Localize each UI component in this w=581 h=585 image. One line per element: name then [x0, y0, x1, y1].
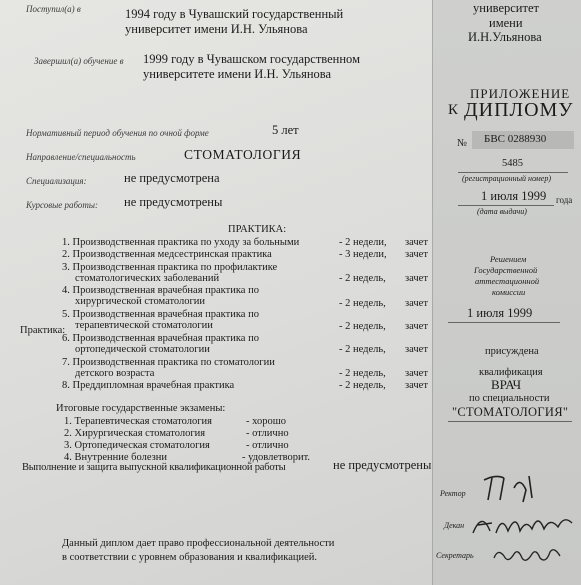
- coursework-value: не предусмотрены: [124, 195, 223, 209]
- qualification-label: квалификация: [479, 367, 543, 378]
- practice-name-cont: хирургической стоматологии: [75, 296, 206, 307]
- practice-weeks: - 3 недели,: [339, 249, 387, 260]
- practice-name-cont: стоматологических заболеваний: [75, 273, 220, 284]
- exam-name: 3. Ортопедическая стоматология: [64, 440, 210, 451]
- issue-date: 1 июля 1999: [481, 189, 547, 203]
- enrolled-line2: университет имени И.Н. Ульянова: [125, 22, 308, 36]
- practice-name: 5. Производственная врачебная практика по: [62, 309, 259, 320]
- practice-grade: зачет: [405, 321, 428, 332]
- practice-name: 7. Производственная практика по стоматологии: [62, 357, 275, 368]
- diploma-number: БВС 0288930: [484, 133, 547, 145]
- appendix-diploma: ДИПЛОМУ: [464, 99, 574, 121]
- enrolled-line1: 1994 году в Чувашский государственный: [125, 7, 344, 21]
- decision-line2: Государственной: [474, 265, 538, 275]
- qualification-value: ВРАЧ: [491, 377, 522, 392]
- specialization-value: не предусмотрена: [124, 171, 220, 185]
- exams-title: Итоговые государственные экзамены:: [56, 403, 226, 414]
- practice-weeks: - 2 недель,: [339, 380, 386, 391]
- practice-grade: зачет: [405, 344, 428, 355]
- university-line1: университет: [473, 1, 539, 15]
- exam-grade: - отлично: [246, 440, 289, 451]
- issue-year-suffix: года: [556, 195, 573, 205]
- practice-name-cont: терапевтической стоматологии: [75, 320, 213, 331]
- exam-name: 4. Внутренние болезни: [64, 452, 168, 463]
- rector-signature: [474, 470, 554, 505]
- exam-grade: - хорошо: [246, 416, 287, 427]
- specialization-label: Специализация:: [26, 176, 87, 186]
- specialty-label: по специальности: [469, 393, 550, 404]
- practice-name: 6. Производственная врачебная практика по: [62, 333, 259, 344]
- completed-line2: университете имени И.Н. Ульянова: [143, 67, 332, 81]
- thesis-label: Выполнение и защита выпускной квалификационной работы: [22, 462, 286, 473]
- rector-label: Ректор: [440, 489, 466, 498]
- exam-name: 1. Терапевтическая стоматология: [64, 416, 212, 427]
- university-line3: И.Н.Ульянова: [468, 30, 542, 44]
- footer-line2: в соответствии с уровнем образования и квалификацией.: [62, 552, 318, 563]
- practice-name: 1. Производственная практика по уходу за больными: [62, 237, 300, 248]
- thesis-value: не предусмотрены: [333, 458, 432, 472]
- decision-line1: Решением: [490, 254, 527, 264]
- practice-weeks: - 2 недели,: [339, 237, 387, 248]
- decision-date: 1 июля 1999: [467, 306, 533, 320]
- study-period-label: Нормативный период обучения по очной форме: [26, 128, 209, 138]
- practice-grade: зачет: [405, 368, 428, 379]
- awarded-label: присуждена: [485, 346, 539, 357]
- reg-number: 5485: [502, 158, 523, 169]
- study-period-value: 5 лет: [272, 123, 299, 137]
- secretary-signature: [488, 540, 568, 570]
- number-sign: №: [457, 138, 468, 149]
- appendix-k: К: [448, 102, 459, 118]
- decision-line3: аттестационной: [475, 276, 540, 286]
- coursework-label: Курсовые работы:: [26, 200, 98, 210]
- practice-name: 3. Производственная практика по профилактике: [62, 262, 278, 273]
- practice-side-label: Практика:: [20, 325, 66, 336]
- exam-grade: - удовлетворит.: [242, 452, 311, 463]
- practice-grade: зачет: [405, 298, 428, 309]
- appendix-title: ПРИЛОЖЕНИЕ: [470, 86, 571, 101]
- secretary-label: Секретарь: [436, 551, 474, 560]
- direction-value: СТОМАТОЛОГИЯ: [184, 147, 302, 162]
- practice-name: 8. Преддипломная врачебная практика: [62, 380, 235, 391]
- reg-number-label: (регистрационный номер): [462, 174, 552, 183]
- practice-name-cont: детского возраста: [75, 368, 155, 379]
- practice-grade: зачет: [405, 237, 428, 248]
- practice-weeks: - 2 недель,: [339, 368, 386, 379]
- practice-weeks: - 2 недель,: [339, 298, 386, 309]
- direction-label: Направление/специальность: [26, 152, 136, 162]
- practice-title: ПРАКТИКА:: [228, 224, 287, 235]
- enrolled-label: Поступил(а) в: [26, 4, 81, 14]
- practice-weeks: - 2 недель,: [339, 273, 386, 284]
- practice-name: 2. Производственная медсестринская практика: [62, 249, 272, 260]
- specialty-value: "СТОМАТОЛОГИЯ": [452, 405, 569, 419]
- practice-weeks: - 2 недель,: [339, 344, 386, 355]
- university-line2: имени: [489, 16, 523, 30]
- footer-line1: Данный диплом дает право профессиональной деятельности: [62, 538, 335, 549]
- decision-line4: комиссии: [492, 287, 526, 297]
- completed-line1: 1999 году в Чувашском государственном: [143, 52, 360, 66]
- practice-grade: зачет: [405, 380, 428, 391]
- practice-grade: зачет: [405, 273, 428, 284]
- dean-label: Декан: [444, 521, 465, 530]
- issue-date-label: (дата выдачи): [477, 207, 527, 216]
- practice-name-cont: ортопедической стоматологии: [75, 344, 210, 355]
- completed-label: Завершил(а) обучение в: [34, 56, 124, 66]
- exam-grade: - отлично: [246, 428, 289, 439]
- practice-weeks: - 2 недель,: [339, 321, 386, 332]
- practice-name: 4. Производственная врачебная практика по: [62, 285, 259, 296]
- exam-name: 2. Хирургическая стоматология: [64, 428, 206, 439]
- dean-signature: [468, 505, 578, 540]
- practice-grade: зачет: [405, 249, 428, 260]
